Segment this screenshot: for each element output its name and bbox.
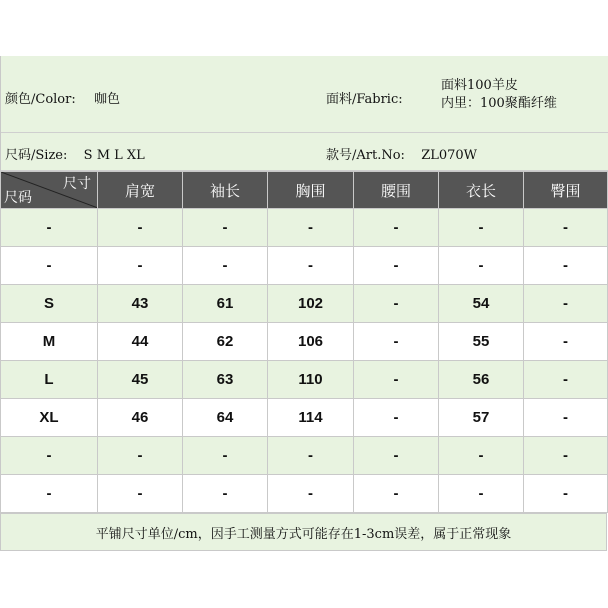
measure-cell: - (183, 475, 268, 513)
measure-cell: 114 (268, 399, 354, 437)
size-table-header (1, 172, 608, 209)
measure-cell: - (98, 209, 183, 247)
header-hip: 臀围 (524, 172, 608, 209)
size-chart-info (0, 56, 608, 171)
corner-label-size: 尺码 (4, 190, 32, 206)
measure-cell: - (354, 209, 439, 247)
table-row (1, 475, 608, 513)
measure-cell: - (524, 475, 608, 513)
fabric-line-lining: 内里：100聚酯纤维 (441, 96, 557, 111)
table-row (1, 285, 608, 323)
measure-cell: - (98, 247, 183, 285)
color-info (5, 88, 120, 107)
measure-cell: 62 (183, 323, 268, 361)
measure-cell: 102 (268, 285, 354, 323)
size-cell: - (1, 209, 98, 247)
measure-cell: - (439, 475, 524, 513)
info-row-color-fabric (1, 56, 608, 133)
measure-cell: - (354, 475, 439, 513)
color-value: 咖色 (94, 92, 121, 107)
measure-cell: - (98, 475, 183, 513)
fabric-value (441, 77, 557, 113)
art-label: 款号/Art.No: (326, 148, 405, 163)
measure-cell: - (439, 437, 524, 475)
color-label: 颜色/Color: (5, 92, 76, 107)
art-info (326, 144, 477, 163)
measure-cell: - (354, 247, 439, 285)
size-cell: - (1, 475, 98, 513)
size-cell: L (1, 361, 98, 399)
measure-cell: - (354, 437, 439, 475)
measure-cell: 56 (439, 361, 524, 399)
measure-cell: - (354, 285, 439, 323)
measure-cell: - (268, 209, 354, 247)
header-shoulder: 肩宽 (98, 172, 183, 209)
measure-cell: 55 (439, 323, 524, 361)
header-sleeve: 袖长 (183, 172, 268, 209)
measure-cell: - (183, 247, 268, 285)
measure-cell: 43 (98, 285, 183, 323)
measure-cell: - (524, 247, 608, 285)
size-table-body (1, 209, 608, 513)
header-chest: 胸围 (268, 172, 354, 209)
measure-cell: - (524, 399, 608, 437)
table-row (1, 209, 608, 247)
measure-cell: 63 (183, 361, 268, 399)
size-info (5, 144, 145, 163)
measure-cell: - (524, 323, 608, 361)
measure-cell: - (354, 399, 439, 437)
measure-cell: - (524, 437, 608, 475)
measure-cell: - (524, 209, 608, 247)
size-cell: S (1, 285, 98, 323)
measure-cell: - (439, 209, 524, 247)
size-cell: M (1, 323, 98, 361)
measure-cell: - (354, 361, 439, 399)
table-row (1, 399, 608, 437)
art-value: ZL070W (421, 148, 478, 163)
table-row (1, 437, 608, 475)
table-row (1, 247, 608, 285)
measure-cell: - (183, 209, 268, 247)
measure-cell: - (524, 285, 608, 323)
header-waist: 腰围 (354, 172, 439, 209)
measure-cell: - (183, 437, 268, 475)
measure-cell: 44 (98, 323, 183, 361)
measure-cell: - (268, 247, 354, 285)
size-cell: XL (1, 399, 98, 437)
measure-cell: - (439, 247, 524, 285)
size-table (0, 171, 608, 513)
size-cell: - (1, 437, 98, 475)
table-row (1, 361, 608, 399)
measure-cell: 106 (268, 323, 354, 361)
measure-cell: 57 (439, 399, 524, 437)
measurement-note (0, 513, 607, 551)
fabric-line-outer: 面料100羊皮 (441, 78, 518, 93)
table-row (1, 323, 608, 361)
measure-cell: 64 (183, 399, 268, 437)
measure-cell: 45 (98, 361, 183, 399)
measure-cell: - (354, 323, 439, 361)
info-row-size-art (1, 133, 608, 171)
measurement-note-text: 平铺尺寸单位/cm，因手工测量方式可能存在1-3cm误差，属于正常现象 (95, 526, 512, 542)
measure-cell: - (524, 361, 608, 399)
measure-cell: - (268, 475, 354, 513)
fabric-label: 面料/Fabric: (326, 92, 403, 107)
measure-cell: - (98, 437, 183, 475)
corner-label-measure: 尺寸 (63, 176, 91, 192)
size-value: S M L XL (83, 148, 145, 163)
corner-header (1, 172, 98, 209)
measure-cell: 110 (268, 361, 354, 399)
header-length: 衣长 (439, 172, 524, 209)
measure-cell: 61 (183, 285, 268, 323)
measure-cell: - (268, 437, 354, 475)
size-cell: - (1, 247, 98, 285)
measure-cell: 54 (439, 285, 524, 323)
measure-cell: 46 (98, 399, 183, 437)
size-label: 尺码/Size: (5, 148, 68, 163)
